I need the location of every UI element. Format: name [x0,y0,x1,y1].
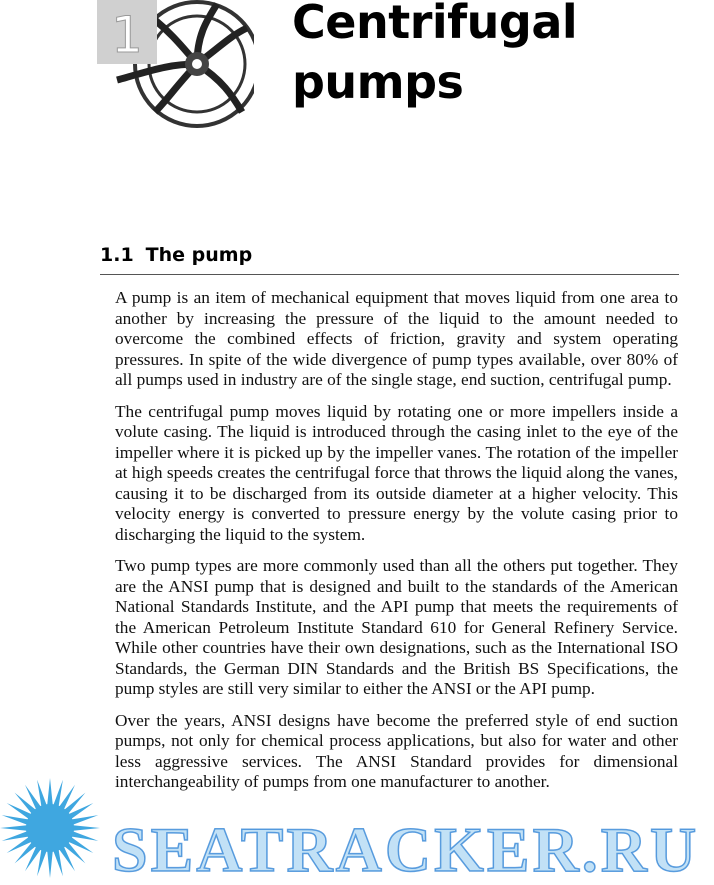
paragraph: A pump is an item of mechanical equipment that moves liquid from one area to another by increasing the pressure of the liquid to the amount needed to overcome the combined effects of friction, gravity and system operating pressures. In spite of the wide divergence of pump types available, over 80% of all pumps used in industry are of the single stage, end suction, centrifugal pump. [115,288,678,389]
chapter-title-line2: pumps [292,55,464,109]
watermark-text: SEATRACKER.RU [112,814,700,885]
chapter-title-line1: Centrifugal [292,0,578,49]
body-text [115,288,678,804]
section-rule [100,274,679,275]
paragraph: Over the years, ANSI designs have become the preferred style of end suction pumps, not only for chemical process applications, but also for water and other less aggressive services. The ANSI Standard provides for dimensional interchangeability of pumps from one manufacturer to another. [115,710,678,791]
chapter-graphic [97,0,254,135]
paragraph: Two pump types are more commonly used than all the others put together. They are the ANSI pump that is designed and built to the standards of the American National Standards Institute, and the API pump that meets the requirements of the American Petroleum Institute Standard 610 for General Refinery Service. While other countries have their own designations, such as the International ISO Standards, the German DIN Standards and the British BS Specifications, the pump styles are still very similar to either the ANSI or the API pump. [115,556,678,698]
section-number: 1.1 [100,244,134,266]
paragraph: The centrifugal pump moves liquid by rotating one or more impellers inside a volute casing. The liquid is introduced through the casing inlet to the eye of the impeller where it is picked up by the impeller vanes. The rotation of the impeller at high speeds creates the centrifugal force that throws the liquid along the vanes, causing it to be discharged from its outside diameter at a higher velocity. This velocity energy is converted to pressure energy by the volute casing prior to discharging the liquid to the system. [115,401,678,544]
chapter-title [292,0,577,112]
chapter-number: 1 [111,6,143,64]
section-heading [100,244,252,266]
section-title: The pump [145,244,253,266]
